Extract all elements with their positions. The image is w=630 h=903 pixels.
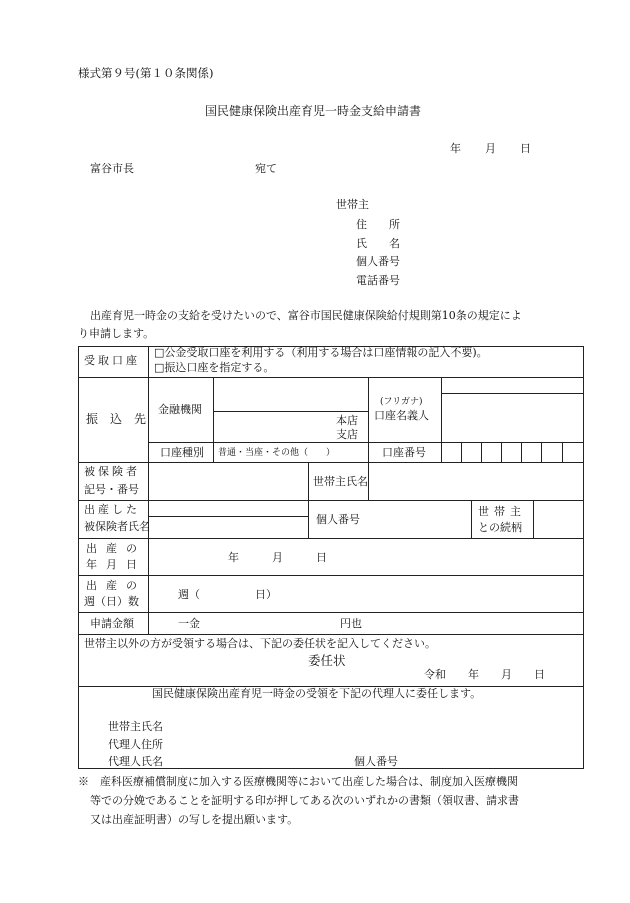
applicant-header: 世帯主: [336, 198, 369, 211]
receipt-option-public[interactable]: □公金受取口座を利用する（利用する場合は口座情報の記入不要)。: [154, 346, 488, 359]
account-type-options[interactable]: 普通・当座・その他（ ）: [218, 448, 336, 458]
insured-number-label-1: 被保険者: [84, 465, 140, 478]
applicant-name: 氏 名: [356, 237, 400, 250]
amount-label: 申請金額: [90, 617, 134, 630]
intro-line-1: 出産育児一時金の支給を受けたいので、富谷市国民健康保険給付規則第10条の規定によ: [90, 309, 522, 322]
insured-number-label-2: 記号・番号: [84, 483, 139, 496]
receipt-account-label: 受取口座: [84, 354, 140, 367]
proxy-notice: 世帯主以外の方が受領する場合は、下記の委任状を記入してください。: [84, 637, 436, 650]
date-month: 月: [485, 142, 496, 155]
proxy-personal-number: 個人番号: [354, 755, 398, 768]
amount-suffix: 円也: [340, 617, 362, 630]
head-name-label: 世帯主氏名: [313, 475, 368, 488]
birth-date-value: 年 月 日: [228, 551, 327, 564]
proxy-agent-name: 代理人氏名: [108, 755, 163, 768]
applicant-personal-number: 個人番号: [356, 255, 400, 268]
applicant-phone: 電話番号: [356, 274, 400, 287]
birth-insured-label-2: 被保険者氏名: [84, 520, 150, 533]
branch-label: 支店: [336, 428, 358, 441]
proxy-left-border: [78, 687, 79, 769]
relation-label-2: との続柄: [478, 521, 522, 534]
proxy-statement: 国民健康保険出産育児一時金の受領を下記の代理人に委任します。: [152, 687, 482, 700]
weeks-value: 週（ 日）: [178, 588, 277, 601]
bank-label: 金融機関: [158, 403, 202, 416]
personal-number-label: 個人番号: [316, 513, 360, 526]
birth-date-label-2: 年月日: [86, 558, 146, 571]
proxy-date: 令和 年 月 日: [424, 668, 545, 681]
account-type-label: 口座種別: [160, 446, 204, 459]
proxy-right-border: [583, 687, 584, 769]
proxy-agent-address: 代理人住所: [108, 738, 163, 751]
form-title: 国民健康保険出産育児一時金支給申請書: [205, 104, 422, 118]
receipt-option-transfer[interactable]: □振込口座を指定する。: [154, 361, 275, 374]
head-office-label: 本店: [336, 414, 358, 427]
applicant-address: 住 所: [356, 218, 400, 231]
amount-prefix: 一金: [178, 617, 200, 630]
application-table: [78, 346, 584, 687]
footnote-line-1: ※ 産科医療補償制度に加入する医療機関等において出産した場合は、制度加入医療機関: [78, 775, 518, 788]
form-number: 様式第９号(第１０条関係): [78, 66, 214, 80]
birth-insured-label-1: 出産した: [84, 503, 140, 516]
birth-date-label-1: 出産の: [86, 542, 146, 555]
date-year: 年: [450, 142, 461, 155]
account-holder-label: 口座名義人: [374, 409, 429, 422]
addressee-to: 宛て: [255, 162, 277, 175]
weeks-label-2: 週（日）数: [84, 595, 139, 608]
relation-label-1: 世帯主: [478, 505, 526, 518]
proxy-bottom-border: [78, 768, 584, 769]
transfer-label: 振 込 先: [86, 412, 147, 426]
furigana-label: (フリガナ): [380, 397, 423, 407]
date-day: 日: [520, 142, 531, 155]
mayor-label: 富谷市長: [90, 162, 134, 175]
footnote-line-2: 等での分娩であることを証明する印が押してある次のいずれかの書類（領収書、請求書: [90, 794, 519, 807]
proxy-head-name: 世帯主氏名: [108, 720, 163, 733]
intro-line-2: り申請します。: [78, 327, 155, 340]
account-number-label: 口座番号: [382, 446, 426, 459]
weeks-label-1: 出産の: [86, 579, 146, 592]
footnote-line-3: 又は出産証明書）の写しを提出願います。: [90, 813, 299, 826]
proxy-heading: 委任状: [308, 653, 346, 668]
